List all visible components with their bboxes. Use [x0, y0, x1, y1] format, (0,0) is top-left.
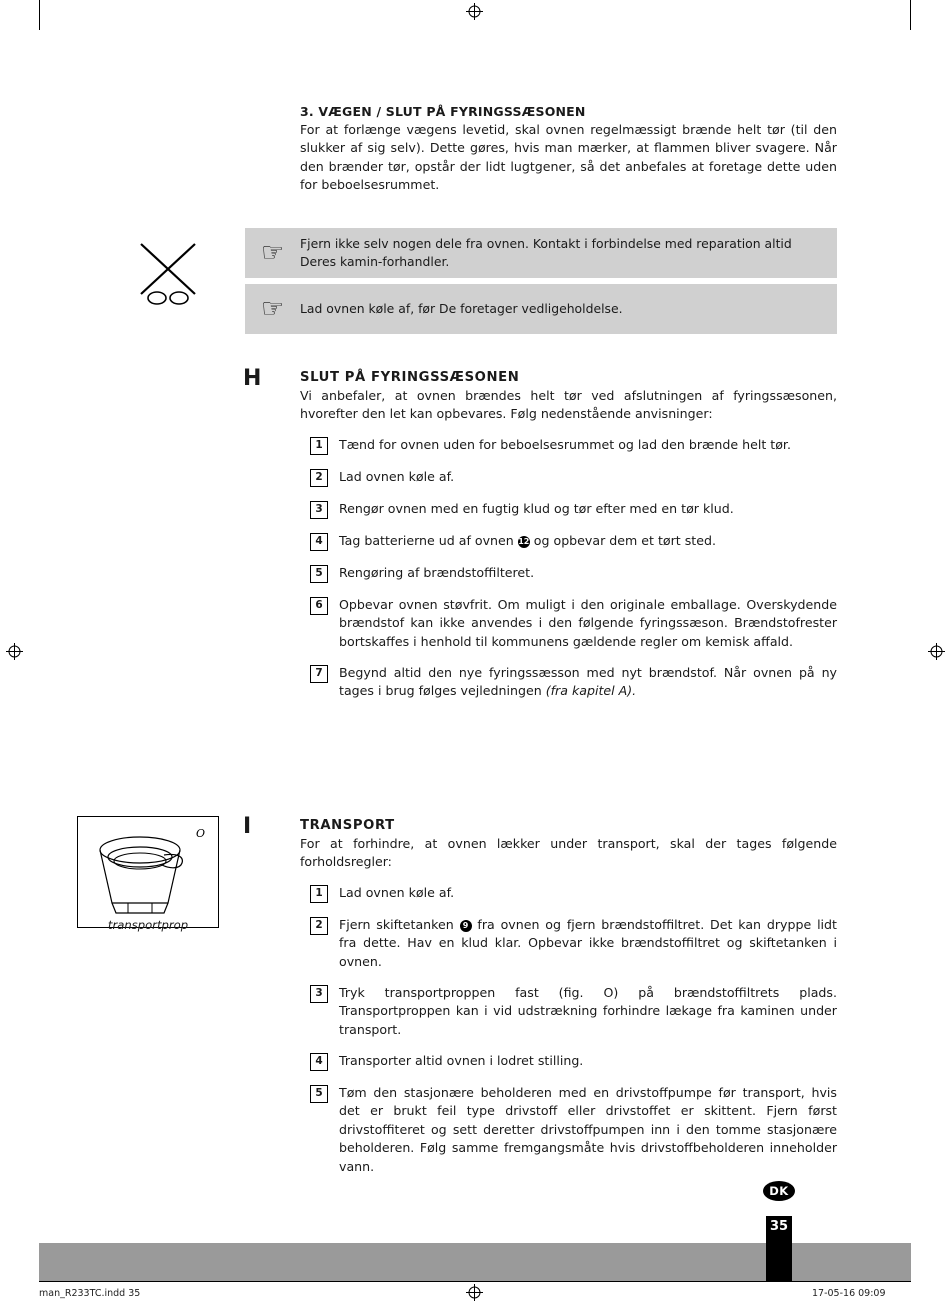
footer-file-label: man_R233TC.indd 35 [39, 1288, 141, 1299]
step-text-italic: (fra kapitel A). [545, 683, 637, 699]
list-item [310, 532, 837, 551]
section-h-letter: H [243, 366, 262, 391]
step-number: 2 [310, 917, 328, 935]
registration-mark-bottom [466, 1284, 483, 1301]
list-item [310, 564, 837, 583]
page-number: 35 [766, 1216, 792, 1281]
crop-mark-top-right [910, 0, 911, 30]
step-text: Rengør ovnen med en fugtig klud og tør efter med en tør klud. [339, 500, 734, 516]
part-reference-badge: 12 [518, 536, 530, 546]
step-text: Lad ovnen køle af. [339, 468, 455, 484]
list-item [310, 884, 837, 903]
step-number: 4 [310, 1053, 328, 1071]
list-item [310, 1084, 837, 1176]
note-text: Lad ovnen køle af, før De foretager vedligeholdelse. [300, 301, 623, 317]
step-text-before: Fjern skiftetanken [339, 916, 460, 932]
step-number: 7 [310, 665, 328, 683]
registration-mark-right [928, 643, 945, 660]
list-item [310, 468, 837, 487]
crop-mark-top-left [39, 0, 40, 30]
step-number: 1 [310, 885, 328, 903]
country-badge: DK [763, 1181, 795, 1201]
notes-group [245, 228, 837, 340]
list-item [310, 436, 837, 455]
section-h [243, 366, 843, 714]
note-text: Fjern ikke selv nogen dele fra ovnen. Kontakt i forbindelse med reparation altid Deres kamin-forhandler. [300, 236, 792, 269]
step-number: 2 [310, 469, 328, 487]
list-item [310, 1052, 837, 1071]
step-text: Opbevar ovnen støvfrit. Om muligt i den originale emballage. Overskydende brændstof kan ikke anvendes i den følgende fyringssæson. Brændstofrester bortskaffes i henhold til kommunens gældende regler om kemisk affald. [339, 596, 837, 649]
step-text: Lad ovnen køle af. [339, 884, 455, 900]
part-reference-badge: 9 [460, 920, 472, 932]
step-number: 3 [310, 501, 328, 519]
section-i-title: TRANSPORT [300, 818, 395, 833]
step-number: 5 [310, 565, 328, 583]
note-box [245, 228, 837, 278]
step-text [339, 916, 837, 971]
scissors-icon [133, 236, 213, 306]
registration-mark-left [6, 643, 23, 660]
transport-plug-figure [77, 816, 219, 928]
intro-paragraph: For at forlænge vægens levetid, skal ovnen regelmæssigt brænde helt tør (til den slukker af sig selv). Dette gøres, hvis man mærker, at flammen bliver svagere. Når den brænder tør, opstår der lidt lugtgener, så det anbefales at foretage dette uden for beboelsesrummet. [300, 122, 837, 193]
step-text: Transporter altid ovnen i lodret stilling. [339, 1053, 584, 1068]
step-number: 3 [310, 985, 328, 1003]
step-text-before: Tag batterierne ud af ovnen [339, 532, 518, 548]
section-i-intro: For at forhindre, at ovnen lækker under transport, skal der tages følgende forholdsregler: [300, 836, 837, 870]
section-i-steps [310, 884, 837, 1176]
section-h-intro: Vi anbefaler, at ovnen brændes helt tør ved afslutningen af fyringssæsonen, hvorefter den let kan opbevares. Følg nedenstående anvisninger: [300, 388, 837, 422]
step-text: Tøm den stasjonære beholderen med en drivstoffpumpe før transport, hvis det er brukt feil type drivstoff eller drivstoffet er skittent. Fjern først drivstoffiteret og sett deretter drivstoffpumpen inn i den tomme stasjonære beholderen. Følg samme fremgangsmåte hvis drivstoffbeholderen inneholder vann. [339, 1085, 837, 1174]
pointing-hand-icon: ☞ [260, 238, 285, 268]
section-i [243, 814, 843, 1189]
step-text-after: fra ovnen og fjern brændstoffiltret. Det kan dryppe lidt fra dette. Hav en klud klar. Opbevar ikke brændstoffiltret og skiftetanken i ovnen. [339, 916, 837, 969]
pointing-hand-icon: ☞ [260, 294, 285, 324]
footer-timestamp: 17-05-16 09:09 [812, 1288, 886, 1299]
registration-mark-top [466, 3, 483, 20]
section-h-title: SLUT PÅ FYRINGSSÆSONEN [300, 370, 520, 385]
step-number: 5 [310, 1085, 328, 1103]
step-text: Tryk transportproppen fast (fig. O) på brændstoffiltrets plads. Transportproppen kan i vid udstrækning forhindre lækage fra kaminen under transport. [339, 984, 837, 1037]
step-number: 4 [310, 533, 328, 551]
step-number: 1 [310, 437, 328, 455]
list-item [310, 664, 837, 701]
section-h-steps [310, 436, 837, 701]
step-text [339, 532, 837, 550]
step-number: 6 [310, 597, 328, 615]
list-item [310, 916, 837, 971]
intro-section [300, 104, 837, 195]
svg-text:O: O [196, 827, 206, 840]
intro-heading: 3. VÆGEN / SLUT PÅ FYRINGSSÆSONEN [300, 104, 586, 119]
step-text-before: Begynd altid den nye fyringssæsson med nyt brændstof. Når ovnen på ny tages i brug følges vejledningen [339, 664, 837, 699]
transport-plug-caption: transportprop [107, 918, 189, 932]
list-item [310, 500, 837, 519]
list-item [310, 596, 837, 651]
step-text [339, 664, 837, 701]
note-box [245, 284, 837, 334]
step-text-after: og opbevar dem et tørt sted. [529, 532, 716, 548]
footer-rule [39, 1281, 911, 1282]
section-i-letter: I [243, 814, 252, 839]
list-item [310, 984, 837, 1039]
step-text: Tænd for ovnen uden for beboelsesrummet og lad den brænde helt tør. [339, 436, 791, 452]
step-text: Rengøring af brændstoffilteret. [339, 564, 535, 580]
